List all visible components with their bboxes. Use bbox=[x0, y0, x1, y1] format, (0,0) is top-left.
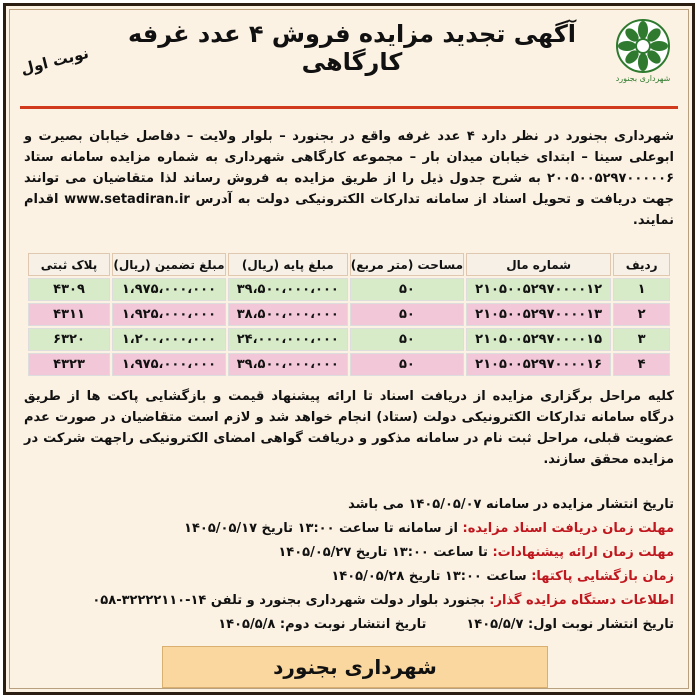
title-divider bbox=[20, 106, 678, 109]
cell-area: ۵۰ bbox=[350, 353, 464, 376]
procedure-paragraph: کلیه مراحل برگزاری مزایده از دریافت اسناد تا ارائه پیشنهاد قیمت و بازگشایی پاکت ها از طریق درگاه سامانه تدارکات الکترونیکی دولت (ستاد) انجام خواهد شد و لازم است متقاضیان در صورت عدم عضویت قبلی، مراحل ثبت نام در سامانه مذکور و دریافت گواهی امضای الکترونیکی راجهت شرکت در مزایده محقق سازند. bbox=[24, 389, 674, 467]
intro-paragraph bbox=[24, 126, 674, 231]
cell-guarantee: ۱،۹۲۵،۰۰۰،۰۰۰ bbox=[112, 303, 226, 326]
table-row bbox=[28, 353, 670, 376]
cell-property-number: ۲۱۰۵۰۰۵۲۹۷۰۰۰۰۱۵ bbox=[466, 328, 611, 351]
doc-deadline-label: مهلت زمان دریافت اسناد مزایده: bbox=[462, 521, 674, 536]
opening-time-value: ساعت ۱۳:۰۰ تاریخ ۱۴۰۵/۰۵/۲۸ bbox=[331, 569, 532, 584]
doc-deadline-value: از سامانه تا ساعت ۱۳:۰۰ تاریخ ۱۴۰۵/۰۵/۱۷ bbox=[184, 521, 463, 536]
opening-time-line bbox=[24, 566, 674, 587]
publish-date-line: تاریخ انتشار مزایده در سامانه ۱۴۰۵/۰۵/۰۷ می باشد bbox=[348, 497, 674, 512]
col-property-number: شماره مال bbox=[466, 253, 611, 276]
intro-text: شهرداری بجنورد در نظر دارد ۴ عدد غرفه واقع در بجنورد – بلوار ولایت – دفاصل خیابان بصیرت و ابوعلی سینا – ابتدای خیابان میدان بار – مجموعه کارگاهی شهرداری به شماره مزایده سامانه ستاد ۲۰۰۵۰۰۵۲۹۷۰۰۰۰۰۶ به شرح جدول ذیل را از طریق مزایده به فروش رساند لذا متقاضیان می توانند جهت دریافت و تحویل اسناد از سامانه تدارکات الکترونیکی دولت به آدرس bbox=[24, 129, 675, 207]
intro-text-end: اقدام نمایند. bbox=[24, 192, 674, 228]
offer-deadline-label: مهلت زمان ارائه پیشنهادات: bbox=[492, 545, 674, 560]
footer-signature: شهرداری بجنورد bbox=[162, 646, 548, 688]
ad-title: آگهی تجدید مزایده فروش ۴ عدد غرفه کارگاهی bbox=[127, 20, 577, 76]
municipality-logo bbox=[608, 18, 678, 92]
cell-plate: ۴۳۰۹ bbox=[28, 278, 110, 301]
cell-base-price: ۳۹،۵۰۰،۰۰۰،۰۰۰ bbox=[228, 278, 348, 301]
cell-area: ۵۰ bbox=[350, 328, 464, 351]
cell-guarantee: ۱،۲۰۰،۰۰۰،۰۰۰ bbox=[112, 328, 226, 351]
col-row-number: ردیف bbox=[613, 253, 670, 276]
cell-area: ۵۰ bbox=[350, 278, 464, 301]
table-row bbox=[28, 278, 670, 301]
cell-row-number: ۱ bbox=[613, 278, 670, 301]
logo-caption: شهرداری بجنورد bbox=[615, 74, 671, 83]
doc-deadline-line bbox=[24, 518, 674, 539]
offer-deadline-line bbox=[24, 542, 674, 563]
col-guarantee: مبلغ تضمین (ریال) bbox=[112, 253, 226, 276]
auction-table-wrap bbox=[26, 251, 672, 378]
col-plate: پلاک ثبتی bbox=[28, 253, 110, 276]
cell-area: ۵۰ bbox=[350, 303, 464, 326]
leaf-emblem-icon bbox=[615, 18, 671, 74]
cell-property-number: ۲۱۰۵۰۰۵۲۹۷۰۰۰۰۱۳ bbox=[466, 303, 611, 326]
cell-base-price: ۳۸،۵۰۰،۰۰۰،۰۰۰ bbox=[228, 303, 348, 326]
table-row bbox=[28, 303, 670, 326]
cell-row-number: ۴ bbox=[613, 353, 670, 376]
organizer-info-label: اطلاعات دستگاه مزایده گذار: bbox=[489, 593, 674, 608]
col-area: مساحت (متر مربع) bbox=[350, 253, 464, 276]
cell-plate: ۴۳۲۳ bbox=[28, 353, 110, 376]
cell-base-price: ۳۹،۵۰۰،۰۰۰،۰۰۰ bbox=[228, 353, 348, 376]
second-publication: تاریخ انتشار نوبت دوم: ۱۴۰۵/۵/۸ bbox=[218, 617, 427, 632]
auction-table bbox=[26, 251, 672, 378]
cell-plate: ۴۳۱۱ bbox=[28, 303, 110, 326]
cell-plate: ۶۳۲۰ bbox=[28, 328, 110, 351]
cell-guarantee: ۱،۹۷۵،۰۰۰،۰۰۰ bbox=[112, 353, 226, 376]
table-row bbox=[28, 328, 670, 351]
cell-row-number: ۳ bbox=[613, 328, 670, 351]
organizer-info-value: بجنورد بلوار دولت شهرداری بجنورد و تلفن ۱۴-۳۲۲۲۲۱۱۰-۰۵۸ bbox=[92, 593, 490, 608]
cell-guarantee: ۱،۹۷۵،۰۰۰،۰۰۰ bbox=[112, 278, 226, 301]
table-header-row bbox=[28, 253, 670, 276]
cell-property-number: ۲۱۰۵۰۰۵۲۹۷۰۰۰۰۱۶ bbox=[466, 353, 611, 376]
opening-time-label: زمان بازگشایی پاکتها: bbox=[531, 569, 674, 584]
cell-row-number: ۲ bbox=[613, 303, 670, 326]
publication-dates-line bbox=[24, 614, 674, 635]
edition-badge: نوبت اول bbox=[18, 43, 91, 79]
ad-frame bbox=[3, 3, 695, 695]
cell-property-number: ۲۱۰۵۰۰۵۲۹۷۰۰۰۰۱۲ bbox=[466, 278, 611, 301]
col-base-price: مبلغ پایه (ریال) bbox=[228, 253, 348, 276]
organizer-info-line bbox=[24, 590, 674, 611]
website-link[interactable]: www.setadiran.ir bbox=[64, 192, 190, 207]
first-publication: تاریخ انتشار نوبت اول: ۱۴۰۵/۵/۷ bbox=[466, 617, 674, 632]
offer-deadline-value: تا ساعت ۱۳:۰۰ تاریخ ۱۴۰۵/۰۵/۲۷ bbox=[278, 545, 493, 560]
cell-base-price: ۲۴،۰۰۰،۰۰۰،۰۰۰ bbox=[228, 328, 348, 351]
